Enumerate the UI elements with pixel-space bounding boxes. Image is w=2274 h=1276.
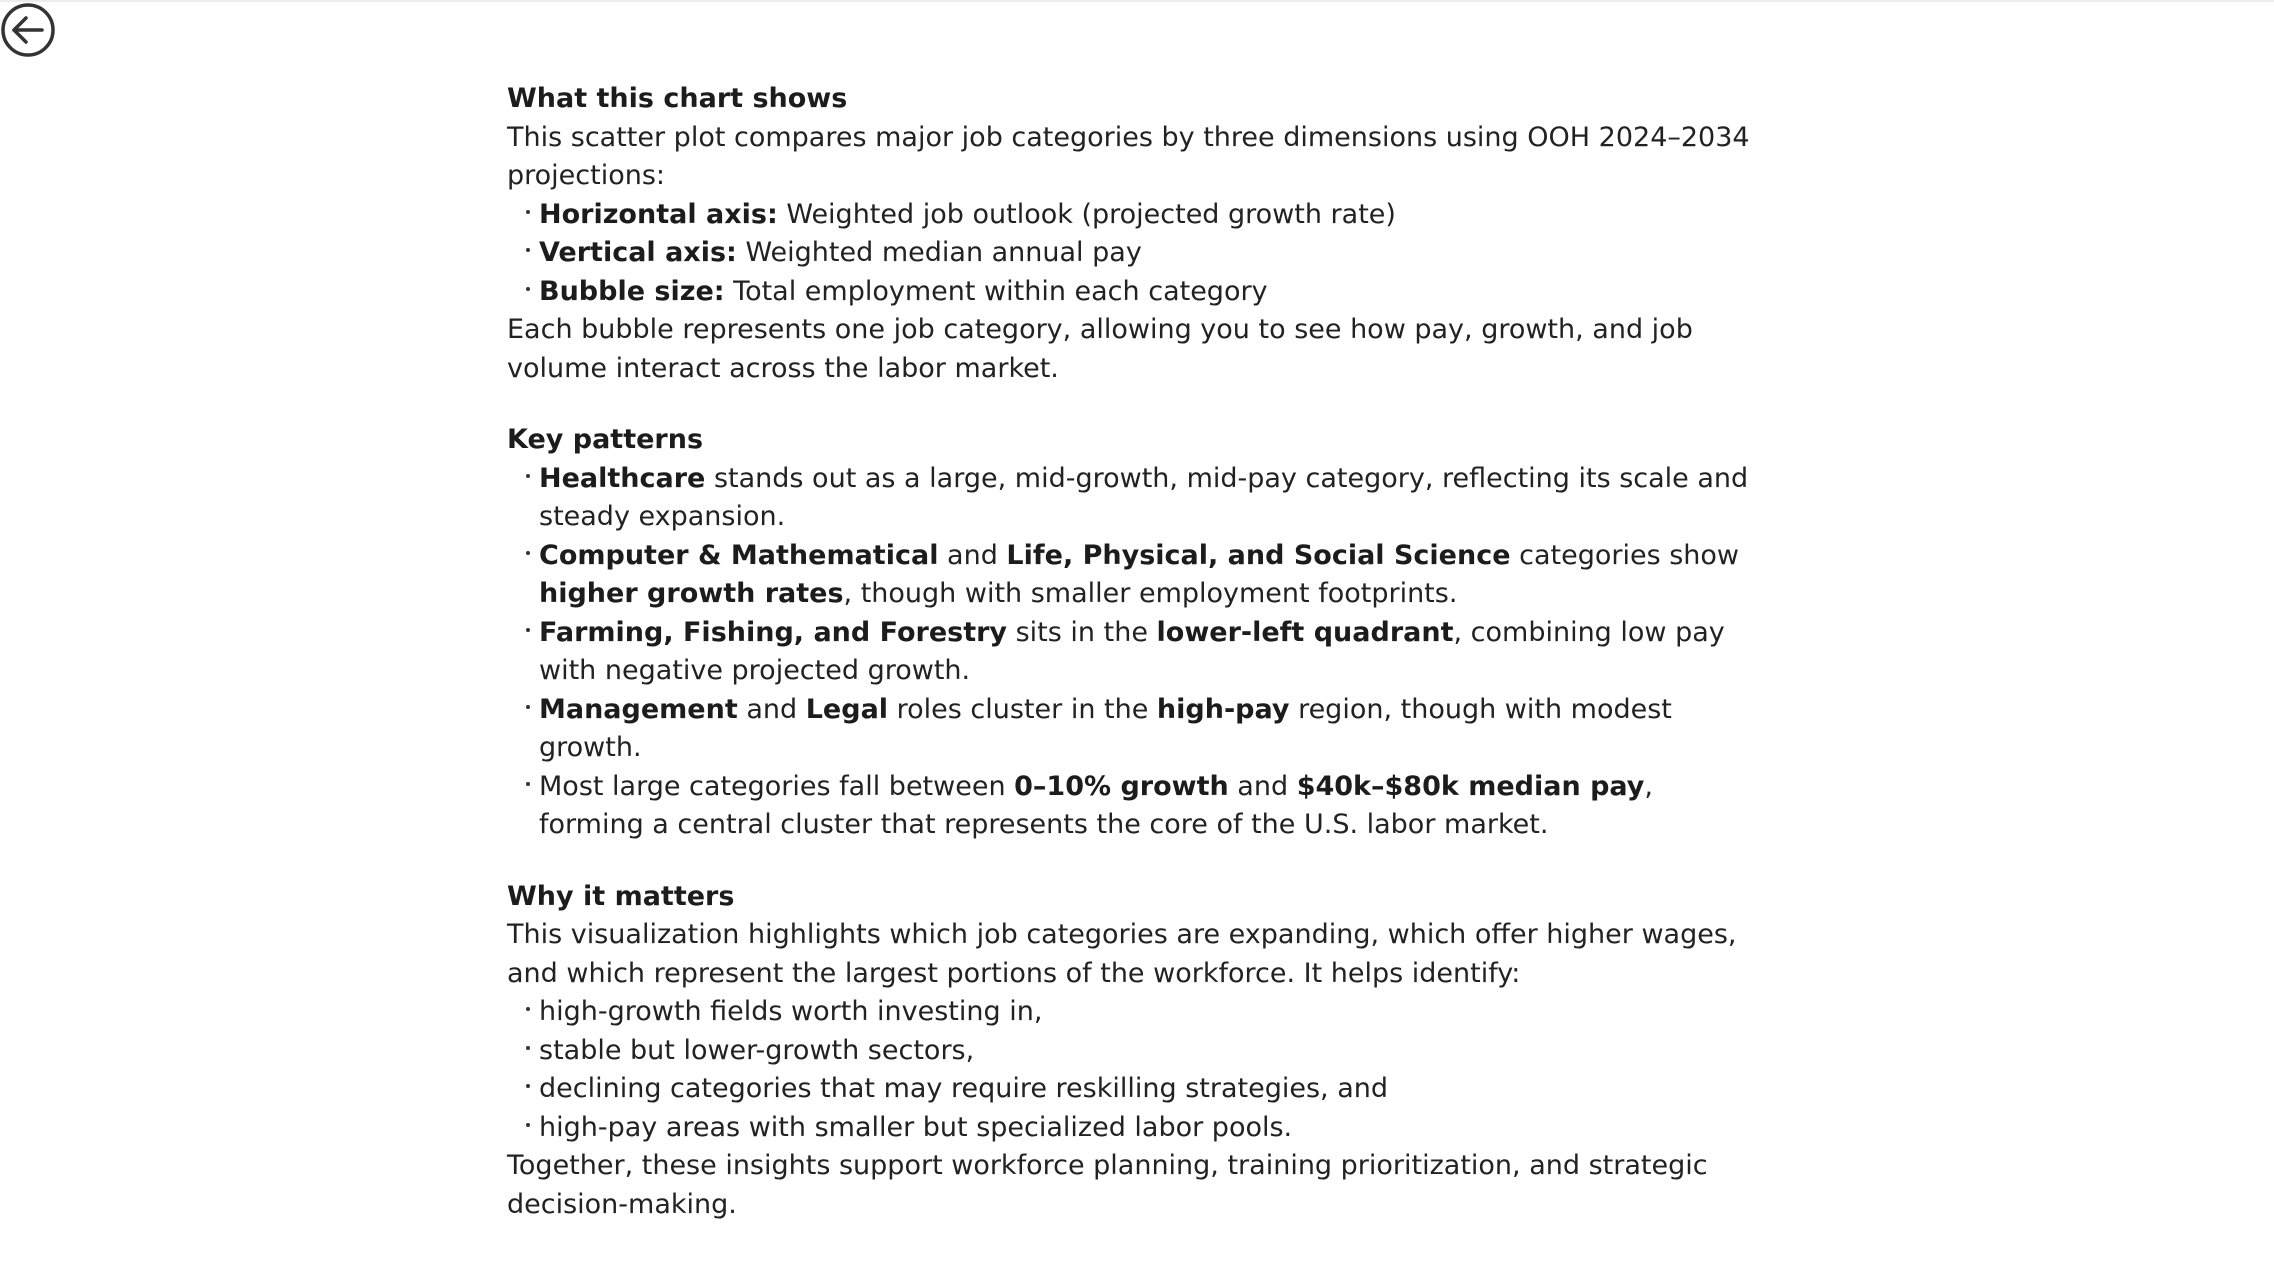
- section-what-this-chart-shows: [507, 80, 1757, 388]
- section-outro: Each bubble represents one job category, allowing you to see how pay, growth, and job volume interact across the labor market.: [507, 314, 1693, 384]
- section-heading: Key patterns: [507, 424, 704, 455]
- section-outro: Together, these insights support workforce planning, training prioritization, and strategic decision-making.: [507, 1150, 1708, 1220]
- list-item: Management and Legal roles cluster in the high-pay region, though with modest growth.: [539, 691, 1757, 768]
- list-item: declining categories that may require reskilling strategies, and: [539, 1070, 1757, 1109]
- list-item: Vertical axis: Weighted median annual pay: [539, 234, 1757, 273]
- back-button[interactable]: [0, 2, 56, 58]
- list-item: Healthcare stands out as a large, mid-growth, mid-pay category, reflecting its scale and steady expansion.: [539, 460, 1757, 537]
- list-item: Bubble size: Total employment within each category: [539, 273, 1757, 312]
- section-heading: What this chart shows: [507, 83, 848, 114]
- list-item: stable but lower-growth sectors,: [539, 1032, 1757, 1071]
- list-item: high-growth fields worth investing in,: [539, 993, 1757, 1032]
- top-border: [0, 0, 2274, 2]
- identify-list: [507, 993, 1757, 1147]
- list-item: Farming, Fishing, and Forestry sits in the lower-left quadrant, combining low pay with negative projected growth.: [539, 614, 1757, 691]
- list-item: Horizontal axis: Weighted job outlook (projected growth rate): [539, 196, 1757, 235]
- list-item: Computer & Mathematical and Life, Physical, and Social Science categories show higher growth rates, though with smaller employment footprints.: [539, 537, 1757, 614]
- patterns-list: [507, 460, 1757, 845]
- section-heading: Why it matters: [507, 880, 735, 912]
- list-item: Most large categories fall between 0–10% growth and $40k–$80k median pay, forming a central cluster that represents the core of the U.S. labor market.: [539, 768, 1757, 845]
- list-item: high-pay areas with smaller but specialized labor pools.: [539, 1109, 1757, 1148]
- section-key-patterns: [507, 421, 1757, 845]
- axis-list: [507, 196, 1757, 312]
- back-arrow-icon: [0, 2, 56, 58]
- section-intro: This scatter plot compares major job categories by three dimensions using OOH 2024–2034 projections:: [507, 121, 1750, 191]
- section-why-it-matters: [507, 878, 1757, 1225]
- description-panel: [507, 80, 1757, 1224]
- section-intro: This visualization highlights which job categories are expanding, which offer higher wages, and which represent the largest portions of the workforce. It helps identify:: [507, 919, 1737, 989]
